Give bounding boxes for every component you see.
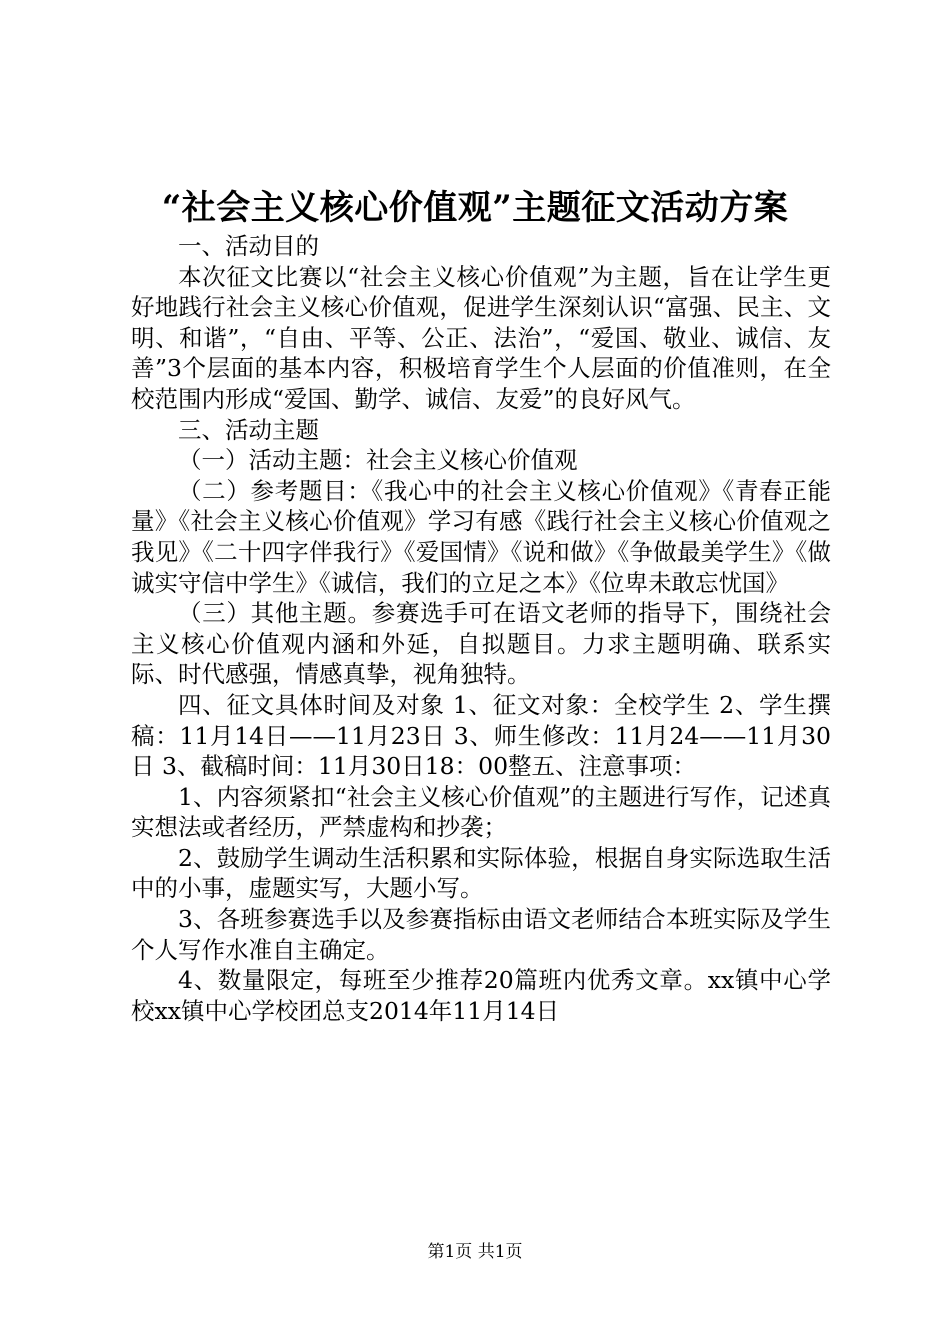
- document-title: “社会主义核心价值观”主题征文活动方案: [161, 188, 789, 228]
- paragraph-note-2: 2、鼓励学生调动生活积累和实际体验，根据自身实际选取生活中的小事，虚题实写，大题小写。: [131, 843, 831, 903]
- paragraph-theme-1: （一）活动主题：社会主义核心价值观: [178, 446, 578, 475]
- document-body: [131, 231, 831, 1026]
- section-heading-theme: 三、活动主题: [178, 415, 319, 444]
- paragraph-note-4: 4、数量限定，每班至少推荐20篇班内优秀文章。xx镇中心学校xx镇中心学校团总支2014年11月14日: [131, 966, 831, 1025]
- paragraph-theme-2: （二）参考题目：《我心中的社会主义核心价值观》《青春正能量》《社会主义核心价值观》学习有感《践行社会主义核心价值观之我见》《二十四字伴我行》《爱国情》《说和做》《争做最美学生》《做诚实守信中学生》《诚信，我们的立足之本》《位卑未敢忘忧国》: [131, 476, 831, 597]
- page-footer: 第1页 共1页: [427, 1242, 523, 1262]
- paragraph-note-1: 1、内容须紧扣“社会主义核心价值观”的主题进行写作，记述真实想法或者经历，严禁虚构和抄袭；: [131, 782, 831, 842]
- paragraph-schedule: 四、征文具体时间及对象 1、征文对象：全校学生 2、学生撰稿：11月14日——11月23日 3、师生修改：11月24——11月30日 3、截稿时间：11月30日18：00整五、注意事项：: [131, 690, 831, 781]
- paragraph-theme-3: （三）其他主题。参赛选手可在语文老师的指导下，围绕社会主义核心价值观内涵和外延，自拟题目。力求主题明确、联系实际、时代感强，情感真挚，视角独特。: [131, 599, 831, 689]
- paragraph-purpose: 本次征文比赛以“社会主义核心价值观”为主题，旨在让学生更好地践行社会主义核心价值观，促进学生深刻认识“富强、民主、文明、和谐”，“自由、平等、公正、法治”，“爱国、敬业、诚信、友善”3个层面的基本内容，积极培育学生个人层面的价值准则，在全校范围内形成“爱国、勤学、诚信、友爱”的良好风气。: [131, 262, 831, 413]
- section-heading-purpose: 一、活动目的: [178, 232, 319, 260]
- paragraph-note-3: 3、各班参赛选手以及参赛指标由语文老师结合本班实际及学生个人写作水准自主确定。: [131, 905, 831, 964]
